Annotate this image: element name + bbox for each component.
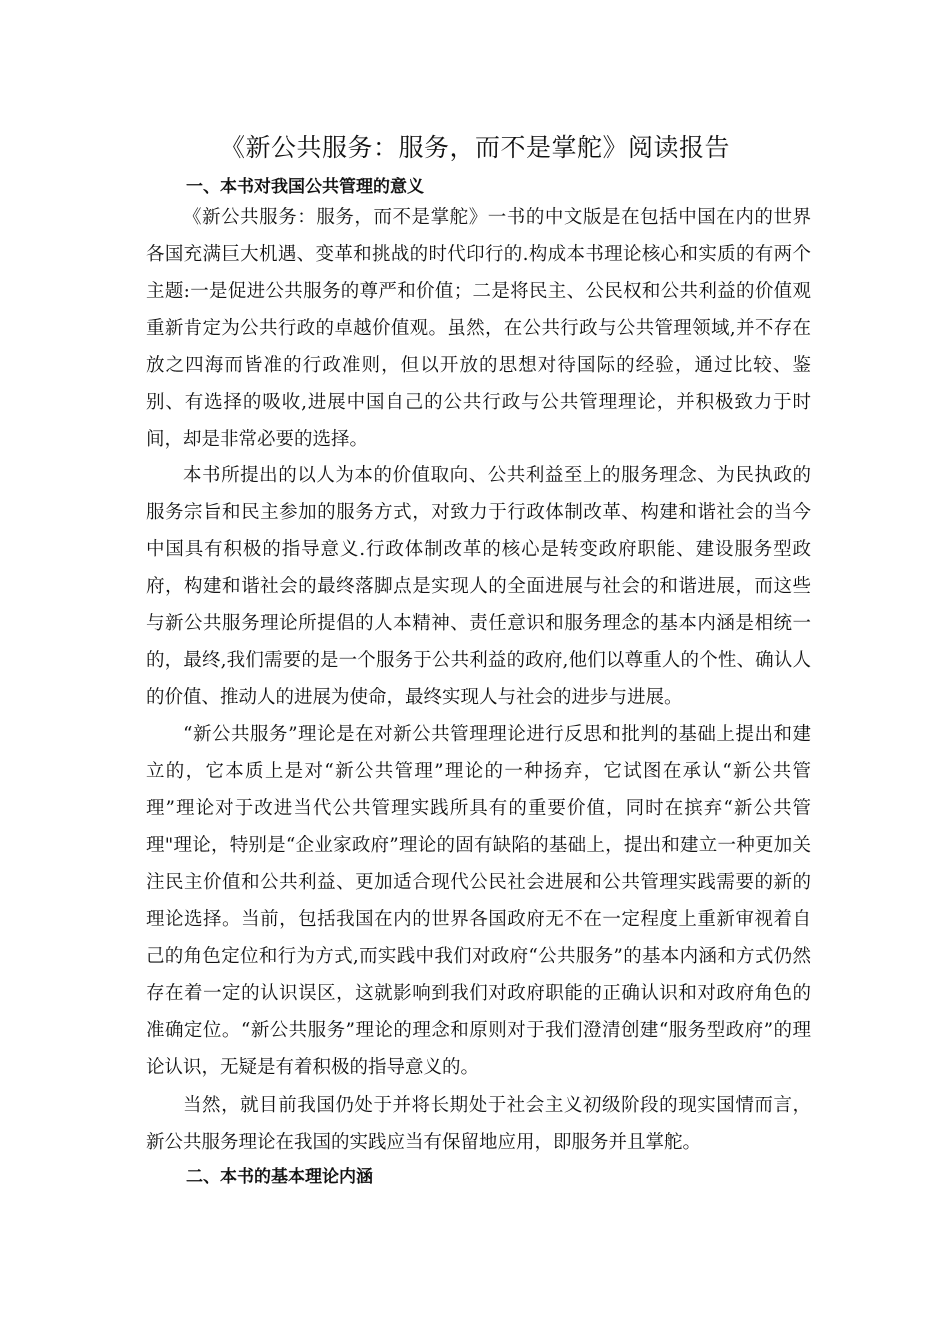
body-paragraph: “新公共服务”理论是在对新公共管理理论进行反思和批判的基础上提出和建立的，它本质上是对“新公共管理”理论的一种扬弃，它试图在承认“新公共管理”理论对于改进当代公共管理实践所具有的重要价值，同时在摈弃“新公共管理"理论，特别是“企业家政府”理论的固有缺陷的基础上，提出和建立一种更加关注民主价值和公共利益、更加适合现代公民社会进展和公共管理实践需要的新的理论选择。当前，包括我国在内的世界各国政府无不在一定程度上重新审视着自己的角色定位和行为方式,而实践中我们对政府“公共服务”的基本内涵和方式仍然存在着一定的认识误区，这就影响到我们对政府职能的正确认识和对政府角色的准确定位。“新公共服务”理论的理念和原则对于我们澄清创建“服务型政府”的理论认识，无疑是有着积极的指导意义的。	[146, 724, 811, 1078]
body-paragraph: 当然，就目前我国仍处于并将长期处于社会主义初级阶段的现实国情而言，新公共服务理论在我国的实践应当有保留地应用，即服务并且掌舵。	[146, 1095, 811, 1153]
document-title: 《新公共服务：服务，而不是掌舵》阅读报告	[219, 133, 730, 162]
section-heading-2: 二、本书的基本理论内涵	[186, 1167, 373, 1187]
body-paragraph: 本书所提出的以人为本的价值取向、公共利益至上的服务理念、为民执政的服务宗旨和民主参加的服务方式，对致力于行政体制改革、构建和谐社会的当今中国具有积极的指导意义.行政体制改革的核心是转变政府职能、建设服务型政府，构建和谐社会的最终落脚点是实现人的全面进展与社会的和谐进展，而这些与新公共服务理论所提倡的人本精神、责任意识和服务理念的基本内涵是相统一的，最终,我们需要的是一个服务于公共利益的政府,他们以尊重人的个性、确认人的价值、推动人的进展为使命，最终实现人与社会的进步与进展。	[146, 465, 811, 708]
body-paragraph: 《新公共服务：服务，而不是掌舵》一书的中文版是在包括中国在内的世界各国充满巨大机遇、变革和挑战的时代印行的.构成本书理论核心和实质的有两个主题:一是促进公共服务的尊严和价值；二是将民主、公民权和公共利益的价值观重新肯定为公共行政的卓越价值观。虽然，在公共行政与公共管理领域,并不存在放之四海而皆准的行政准则，但以开放的思想对待国际的经验，通过比较、鉴别、有选择的吸收,进展中国自己的公共行政与公共管理理论，并积极致力于时间，却是非常必要的选择。	[146, 207, 811, 450]
section-heading-1: 一、本书对我国公共管理的意义	[186, 177, 424, 197]
